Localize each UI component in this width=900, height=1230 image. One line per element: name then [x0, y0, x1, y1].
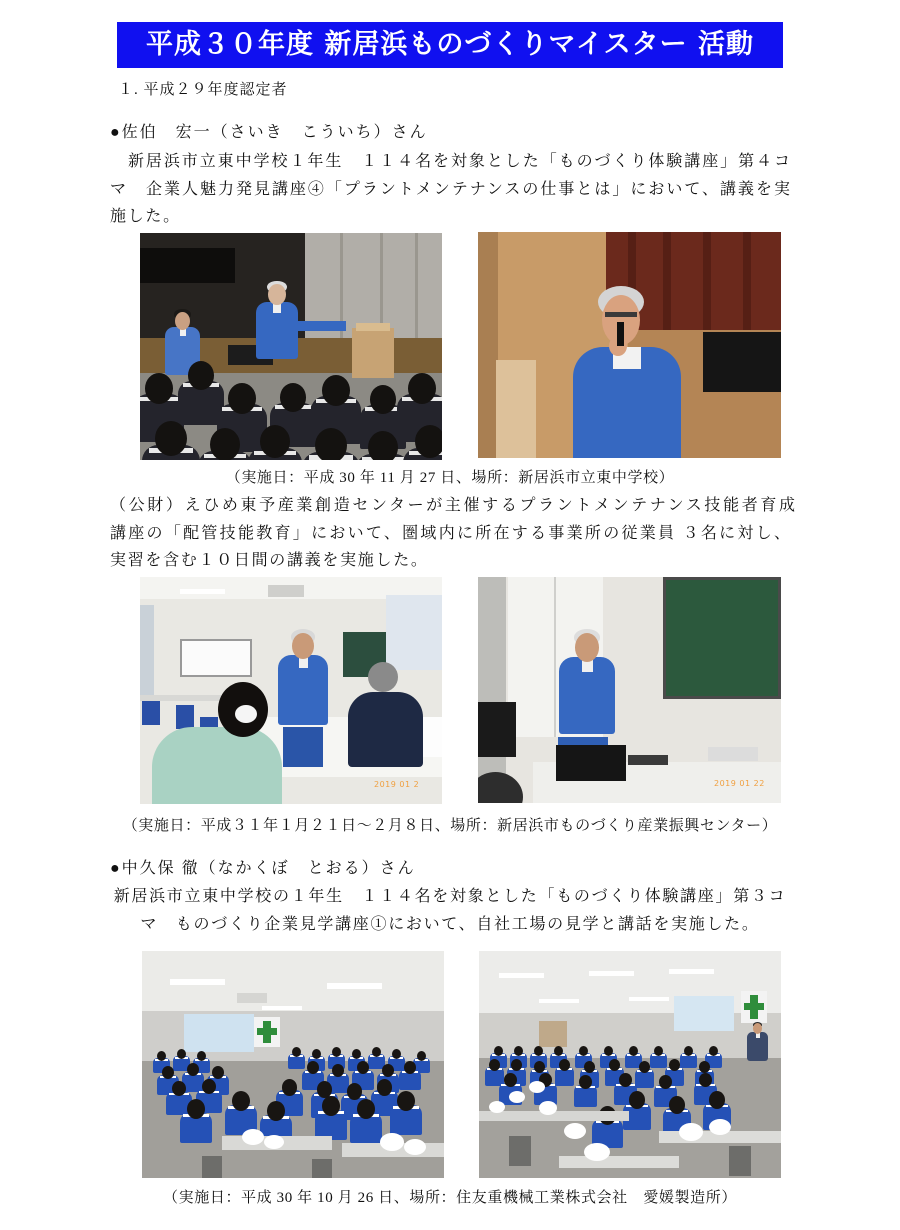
photo-speaker-microphone: [478, 232, 781, 458]
student-head: [489, 1059, 500, 1071]
chair: [142, 701, 160, 725]
trainee-seated-body: [348, 692, 423, 767]
photo-lecture-stage: [140, 233, 442, 460]
date-stamp: 2019 01 2: [374, 780, 420, 789]
paragraph-line: マ 企業人魅力発見講座④「プラントメンテナンスの仕事とは」において、講義を実: [110, 181, 790, 198]
photo-caption: （実施日：平成３１年１月２１日～２月８日、場所：新居浜市ものづくり産業振興センター）: [122, 818, 778, 834]
ceiling-light: [180, 589, 225, 594]
chair: [202, 1156, 222, 1178]
photo-factory-briefing-left: [142, 951, 444, 1178]
person-name-saiki: ●佐伯 宏一（さいき こういち）さん: [110, 124, 428, 141]
hard-hat: [584, 1143, 610, 1161]
student-head: [377, 1079, 392, 1096]
student-head: [155, 421, 187, 456]
microphone: [617, 322, 624, 346]
student-head: [554, 1046, 563, 1056]
device: [708, 747, 758, 761]
student-head: [699, 1061, 710, 1073]
wall-edge: [478, 232, 498, 458]
window: [140, 605, 154, 695]
projector: [628, 755, 668, 765]
student-head: [210, 428, 240, 460]
student-head: [187, 1099, 205, 1119]
speaker-glasses: [605, 312, 637, 317]
instructor-face: [575, 633, 599, 662]
student-head: [188, 361, 214, 390]
air-vent: [268, 585, 304, 597]
person-name-nakakubo: ●中久保 徹（なかくぼ とおる）さん: [110, 860, 416, 877]
paragraph-line: マ ものづくり企業見学講座①において、自社工場の見学と講話を実施した。: [140, 916, 760, 933]
face-mask: [235, 705, 257, 723]
piano: [703, 332, 781, 392]
student-head: [177, 1049, 186, 1059]
student-head: [559, 1059, 570, 1071]
hard-hat: [489, 1101, 505, 1113]
seated-assistant-face: [175, 312, 190, 330]
photo-instructor-chalkboard: [478, 577, 781, 803]
speaker-arm: [298, 321, 346, 331]
student-head: [669, 1096, 685, 1114]
wall-edge: [478, 577, 506, 803]
curtain-fold: [415, 233, 418, 338]
student-head: [408, 373, 436, 404]
student-head: [417, 1051, 426, 1061]
ceiling-light: [589, 971, 634, 976]
photo-caption: （実施日：平成 30 年 10 月 26 日、場所：住友重機械工業株式会社 愛媛製造所）: [163, 1190, 737, 1206]
student-head: [511, 1059, 522, 1071]
chalkboard: [663, 577, 781, 699]
student-head: [415, 425, 442, 458]
curtain-fold: [703, 232, 711, 330]
chair: [312, 1159, 332, 1178]
curtain-fold: [663, 232, 671, 330]
hard-hat: [264, 1135, 284, 1149]
photo-factory-briefing-right: [479, 951, 781, 1178]
student-head: [534, 1046, 543, 1056]
laptop: [556, 745, 626, 781]
student-head: [604, 1046, 613, 1056]
document-title-banner: 平成３０年度 新居浜ものづくりマイスター 活動: [117, 22, 783, 68]
student-head: [368, 431, 398, 460]
student-head: [684, 1046, 693, 1056]
hard-hat: [404, 1139, 426, 1155]
student-head: [370, 385, 396, 414]
student-head: [332, 1047, 341, 1057]
section-heading: １. 平成２９年度認定者: [118, 82, 288, 98]
student-head: [639, 1061, 650, 1073]
paragraph-line: （公財）えひめ東予産業創造センターが主催するプラントメンテナンス技能者育成: [110, 497, 795, 514]
chair: [176, 705, 194, 729]
student-head: [709, 1046, 718, 1056]
student-head: [609, 1059, 620, 1071]
ceiling: [479, 951, 781, 1021]
student-head: [584, 1061, 595, 1073]
ceiling-light: [669, 969, 714, 974]
hard-hat: [509, 1091, 525, 1103]
table: [559, 1156, 679, 1168]
whiteboard: [180, 639, 252, 677]
student-head: [357, 1099, 375, 1119]
student-head: [145, 373, 173, 404]
student-head: [292, 1047, 301, 1057]
student-head: [709, 1091, 725, 1109]
door: [539, 1021, 567, 1047]
chair: [729, 1146, 751, 1176]
photo-caption: （実施日：平成 30 年 11 月 27 日、場所：新居浜市立東中学校）: [225, 470, 675, 486]
student-head: [514, 1046, 523, 1056]
student-head: [157, 1051, 166, 1061]
paragraph-line: 新居浜市立東中学校の１年生 １１４名を対象とした「ものづくり体験講座」第３コ: [113, 888, 787, 905]
student-head: [322, 375, 350, 406]
student-head: [534, 1061, 545, 1073]
hard-hat: [380, 1133, 404, 1151]
podium-top: [356, 323, 390, 331]
student-head: [315, 428, 347, 460]
ceiling-light: [629, 997, 669, 1001]
student-head: [282, 1079, 297, 1096]
student-head: [579, 1046, 588, 1056]
wall-screen: [386, 595, 442, 670]
student-head: [347, 1083, 362, 1100]
student-head: [372, 1047, 381, 1057]
hard-hat: [242, 1129, 264, 1145]
ceiling-light: [499, 973, 544, 978]
student-head: [629, 1046, 638, 1056]
student-head: [260, 425, 290, 458]
hard-hat: [709, 1119, 731, 1135]
ceiling-light: [327, 983, 382, 989]
air-vent: [237, 993, 267, 1003]
piano: [140, 248, 235, 283]
student-head: [322, 1096, 340, 1116]
paragraph-line: 講座の「配管技能教育」において、圏域内に所在する事業所の従業員 ３名に対し、: [110, 525, 790, 542]
door-panel: [496, 360, 536, 458]
safety-cross: [744, 1003, 764, 1010]
instructor-legs: [283, 727, 323, 767]
chair: [509, 1136, 531, 1166]
trainee-seated-head: [368, 662, 398, 692]
student-head: [494, 1046, 503, 1056]
student-head: [654, 1046, 663, 1056]
hard-hat: [564, 1123, 586, 1139]
student-head: [197, 1051, 206, 1061]
ceiling-light: [262, 1006, 302, 1010]
student-head: [228, 383, 256, 414]
ceiling-light: [170, 979, 225, 985]
student-head: [280, 383, 306, 412]
paragraph-line: 新居浜市立東中学校１年生 １１４名を対象とした「ものづくり体験講座」第４コ: [110, 153, 790, 170]
student-head: [629, 1091, 645, 1109]
door-seam: [554, 577, 556, 737]
hard-hat: [529, 1081, 545, 1093]
date-stamp: 2019 01 22: [714, 779, 765, 788]
projection-screen: [184, 1014, 254, 1052]
trainee-foreground-body: [152, 727, 282, 804]
projection-screen: [674, 996, 734, 1031]
office-chair: [478, 702, 516, 757]
ceiling-light: [539, 999, 579, 1003]
student-head: [232, 1091, 250, 1111]
student-head: [392, 1049, 401, 1059]
podium: [352, 328, 394, 378]
paragraph-line: 実習を含む１０日間の講義を実施した。: [110, 552, 429, 569]
student-head: [267, 1101, 285, 1121]
safety-cross: [257, 1028, 277, 1035]
photo-training-classroom: [140, 577, 442, 804]
hard-hat: [539, 1101, 557, 1115]
curtain-fold: [743, 232, 751, 330]
student-head: [312, 1049, 321, 1059]
student-head: [397, 1091, 415, 1111]
student-head: [669, 1059, 680, 1071]
paragraph-line: 施した。: [110, 208, 181, 225]
hard-hat: [679, 1123, 703, 1141]
student-head: [352, 1049, 361, 1059]
